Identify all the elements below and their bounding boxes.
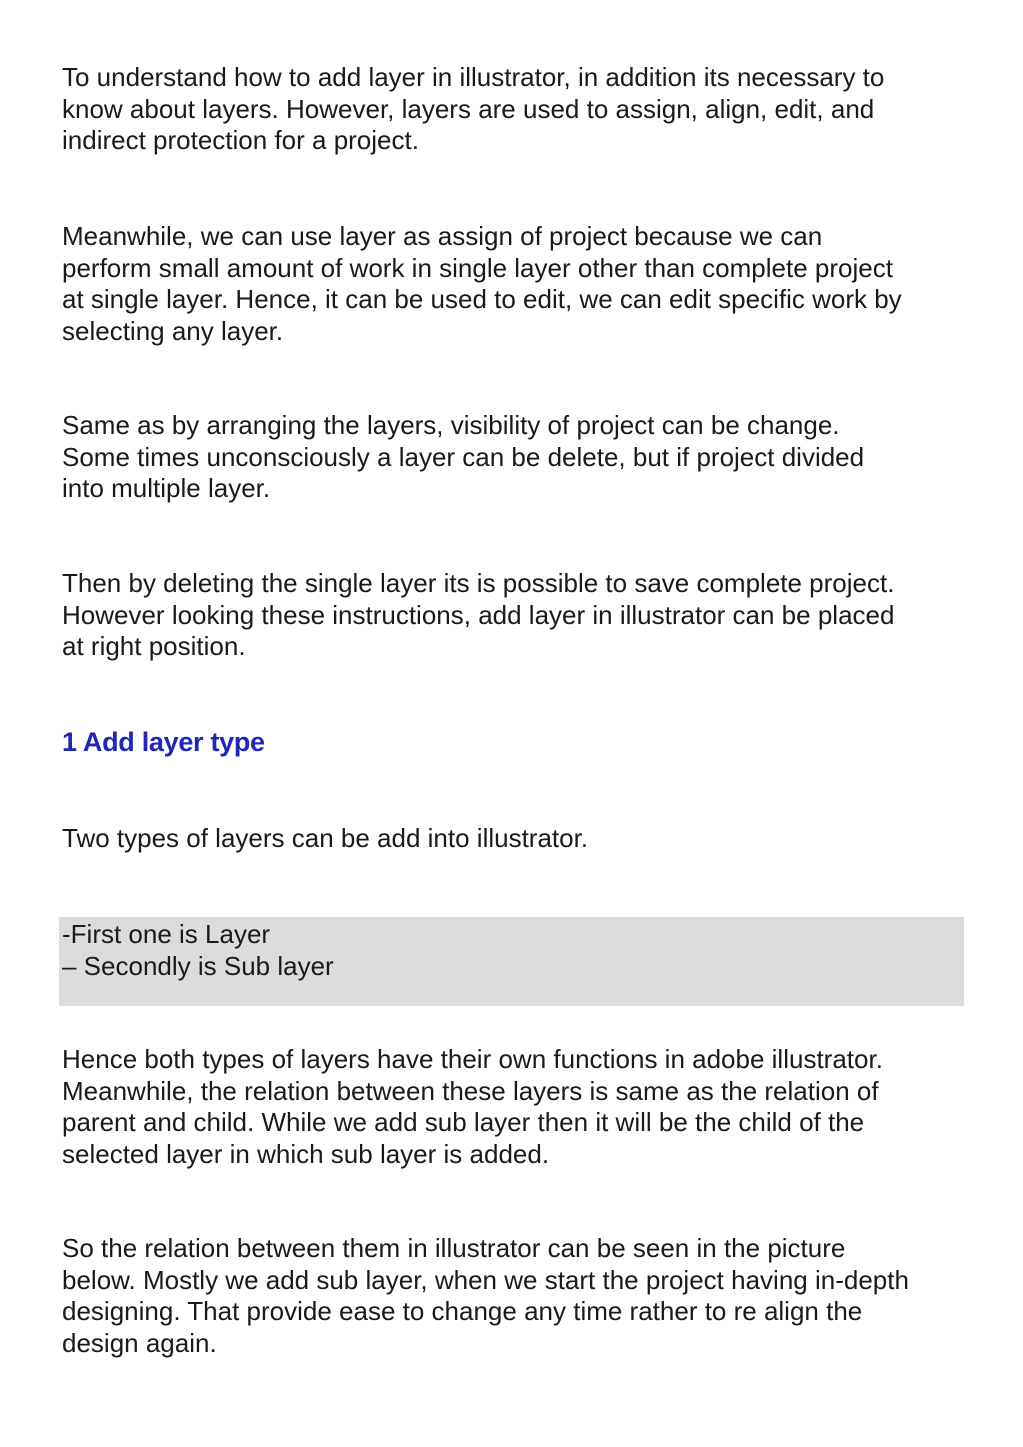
text-line: selecting any layer. (62, 315, 284, 346)
text-line: know about layers. However, layers are used to assign, align, edit, and (62, 93, 875, 124)
text-line: parent and child. While we add sub layer then it will be the child of the (62, 1107, 865, 1137)
layer-types-list (62, 919, 967, 982)
text-line: selected layer in which sub layer is added. (62, 1138, 550, 1169)
text-line: However looking these instructions, add layer in illustrator can be placed (62, 599, 895, 630)
paragraph-types-intro (62, 823, 967, 855)
text-line: at right position. (62, 631, 246, 661)
text-line: below. Mostly we add sub layer, when we start the project having in-depth (62, 1264, 909, 1295)
text-line: To understand how to add layer in illustrator, in addition its necessary to (62, 62, 885, 92)
text-line: Meanwhile, we can use layer as assign of project because we can (62, 221, 823, 251)
text-line: at single layer. Hence, it can be used to edit, we can edit specific work by (62, 284, 902, 314)
layer-type-item: -First one is Layer (62, 919, 271, 949)
text-line: Then by deleting the single layer its is possible to save complete project. (62, 568, 895, 598)
paragraph-arranging (62, 410, 967, 505)
paragraph-relation (62, 1233, 967, 1359)
text-line: indirect protection for a project. (62, 125, 419, 155)
text-line: Same as by arranging the layers, visibility of project can be change. (62, 410, 840, 440)
text-line: designing. That provide ease to change any time rather to re align the (62, 1296, 863, 1326)
text-line: So the relation between them in illustrator can be seen in the picture (62, 1233, 846, 1263)
text-line: Hence both types of layers have their own functions in adobe illustrator. (62, 1044, 883, 1074)
paragraph-intro (62, 62, 967, 157)
sub-layer-type-item: – Secondly is Sub layer (62, 950, 334, 981)
text-line: Meanwhile, the relation between these layers is same as the relation of (62, 1075, 879, 1106)
text-line: Some times unconsciously a layer can be delete, but if project divided (62, 441, 865, 472)
text-line: into multiple layer. (62, 473, 271, 503)
paragraph-assign (62, 221, 967, 347)
section-heading: 1 Add layer type (62, 727, 265, 757)
layer-types-box (59, 917, 964, 1006)
text-line: design again. (62, 1327, 217, 1358)
paragraph-deleting (62, 568, 967, 663)
text-line: perform small amount of work in single layer other than complete project (62, 252, 893, 283)
paragraph-functions (62, 1044, 967, 1170)
text-line: Two types of layers can be add into illustrator. (62, 823, 589, 853)
